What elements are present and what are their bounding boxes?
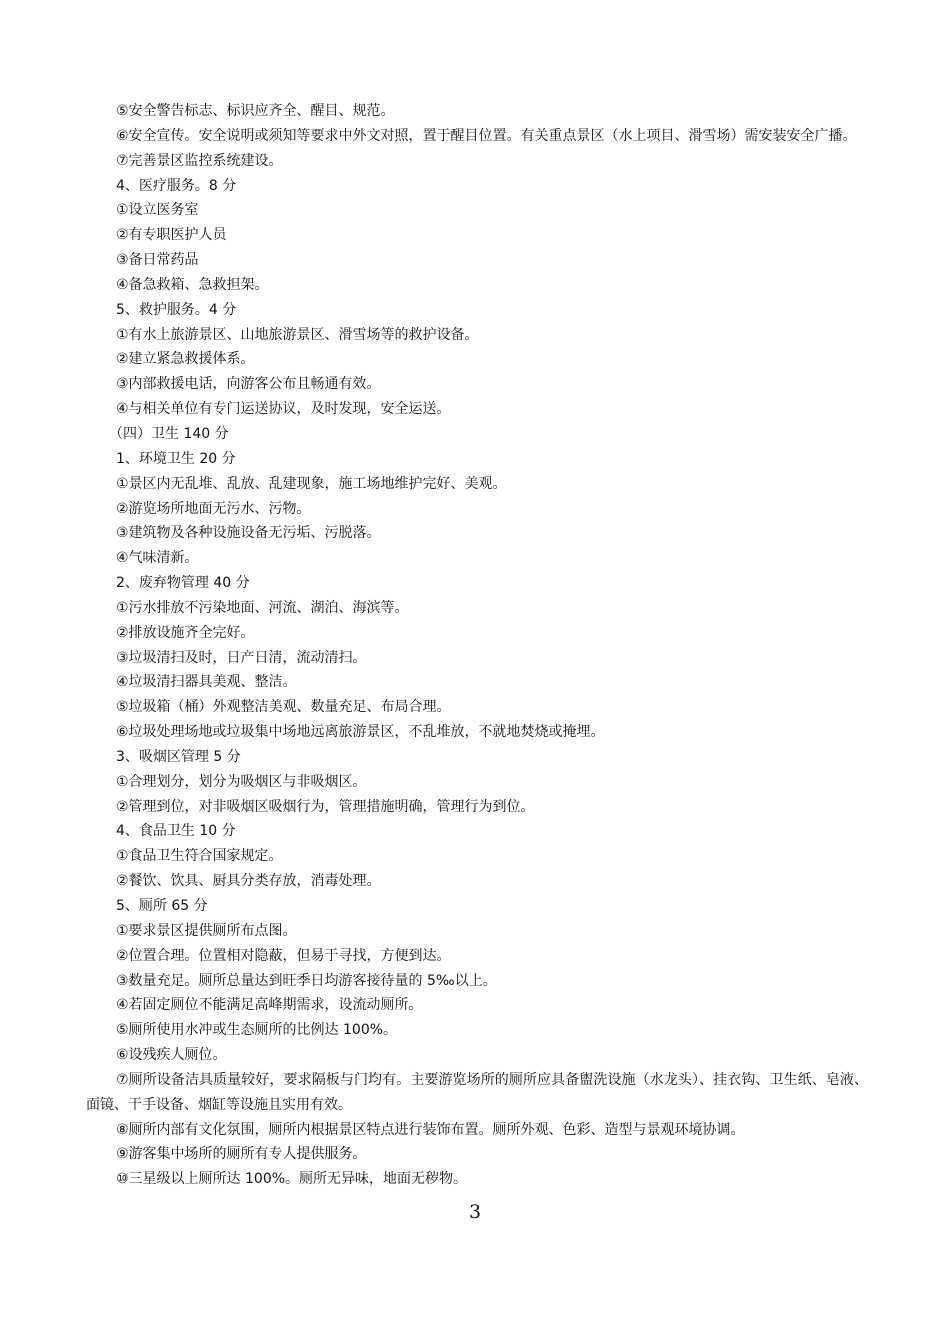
text-line: ②游览场所地面无污水、污物。 [116,500,311,517]
chapter-heading: （四）卫生 140 分 [109,425,229,442]
section-heading: 5、救护服务。4 分 [116,301,237,318]
text-line: ⑥安全宣传。安全说明或须知等要求中外文对照，置于醒目位置。有关重点景区（水上项目、滑雪场）需安装安全广播。 [116,127,857,144]
text-line: ①食品卫生符合国家规定。 [116,848,283,865]
section-heading: 4、食品卫生 10 分 [116,823,236,840]
section-heading: 1、环境卫生 20 分 [116,450,236,467]
text-line: ③建筑物及各种设施设备无污垢、污脱落。 [116,525,381,542]
text-line: ⑦完善景区监控系统建设。 [116,152,283,169]
text-line: ①污水排放不污染地面、河流、湖泊、海滨等。 [116,599,409,616]
text-line: ②管理到位，对非吸烟区吸烟行为，管理措施明确，管理行为到位。 [116,798,535,815]
text-line: ④若固定厕位不能满足高峰期需求，设流动厕所。 [116,997,423,1014]
text-line: ⑩三星级以上厕所达 100%。厕所无异味，地面无秽物。 [116,1171,468,1188]
text-line: ③垃圾清扫及时，日产日清，流动清扫。 [116,649,367,666]
text-line: ④垃圾清扫器具美观、整洁。 [116,674,297,691]
text-line: ④备急救箱、急救担架。 [116,276,269,293]
text-line: ④气味清新。 [116,550,199,567]
text-line: ④与相关单位有专门运送协议，及时发现，安全运送。 [116,401,451,418]
text-line: ⑧厕所内部有文化氛围，厕所内根据景区特点进行装饰布置。厕所外观、色彩、造型与景观环境协调。 [116,1121,745,1138]
text-line: ⑤厕所使用水冲或生态厕所的比例达 100%。 [116,1022,398,1039]
text-line: ②建立紧急救援体系。 [116,351,255,368]
text-line: ⑤垃圾箱（桶）外观整洁美观、数量充足、布局合理。 [116,699,451,716]
text-line: ⑨游客集中场所的厕所有专人提供服务。 [116,1146,367,1163]
text-line: ②有专职医护人员 [116,227,227,244]
text-line: ⑤安全警告标志、标识应齐全、醒目、规范。 [116,103,395,119]
section-heading: 2、废弃物管理 40 分 [116,575,250,592]
text-line: ⑥垃圾处理场地或垃圾集中场地远离旅游景区，不乱堆放，不就地焚烧或掩埋。 [116,724,605,741]
text-line: ③内部救援电话，向游客公布且畅通有效。 [116,376,381,393]
text-line: ⑥设残疾人厕位。 [116,1047,227,1064]
section-heading: 3、吸烟区管理 5 分 [116,748,241,765]
text-line: ③备日常药品 [116,252,199,269]
wrapped-paragraph: ⑦厕所设备洁具质量较好，要求隔板与门均有。主要游览场所的厕所应具备盥洗设施（水龙头）、挂衣钩、卫生纸、皂液、面镜、干手设备、烟缸等设施且实用有效。 [86,1071,868,1113]
text-line: ②餐饮、饮具、厨具分类存放，消毒处理。 [116,873,381,890]
section-heading: 5、厕所 65 分 [116,898,208,914]
text-line: ①有水上旅游景区、山地旅游景区、滑雪场等的救护设备。 [116,326,479,343]
text-line: ①合理划分，划分为吸烟区与非吸烟区。 [116,773,367,790]
document-body [86,99,868,1192]
text-line: ②排放设施齐全完好。 [116,624,255,641]
page-number: 3 [468,1201,482,1223]
text-line: ①景区内无乱堆、乱放、乱建现象，施工场地维护完好、美观。 [116,475,507,492]
section-heading: 4、医疗服务。8 分 [116,177,237,194]
text-line: ③数量充足。厕所总量达到旺季日均游客接待量的 5‰以上。 [116,972,497,989]
text-line: ①要求景区提供厕所布点图。 [116,922,297,939]
text-line: ①设立医务室 [116,202,199,219]
text-line: ②位置合理。位置相对隐蔽，但易于寻找，方便到达。 [116,947,451,964]
